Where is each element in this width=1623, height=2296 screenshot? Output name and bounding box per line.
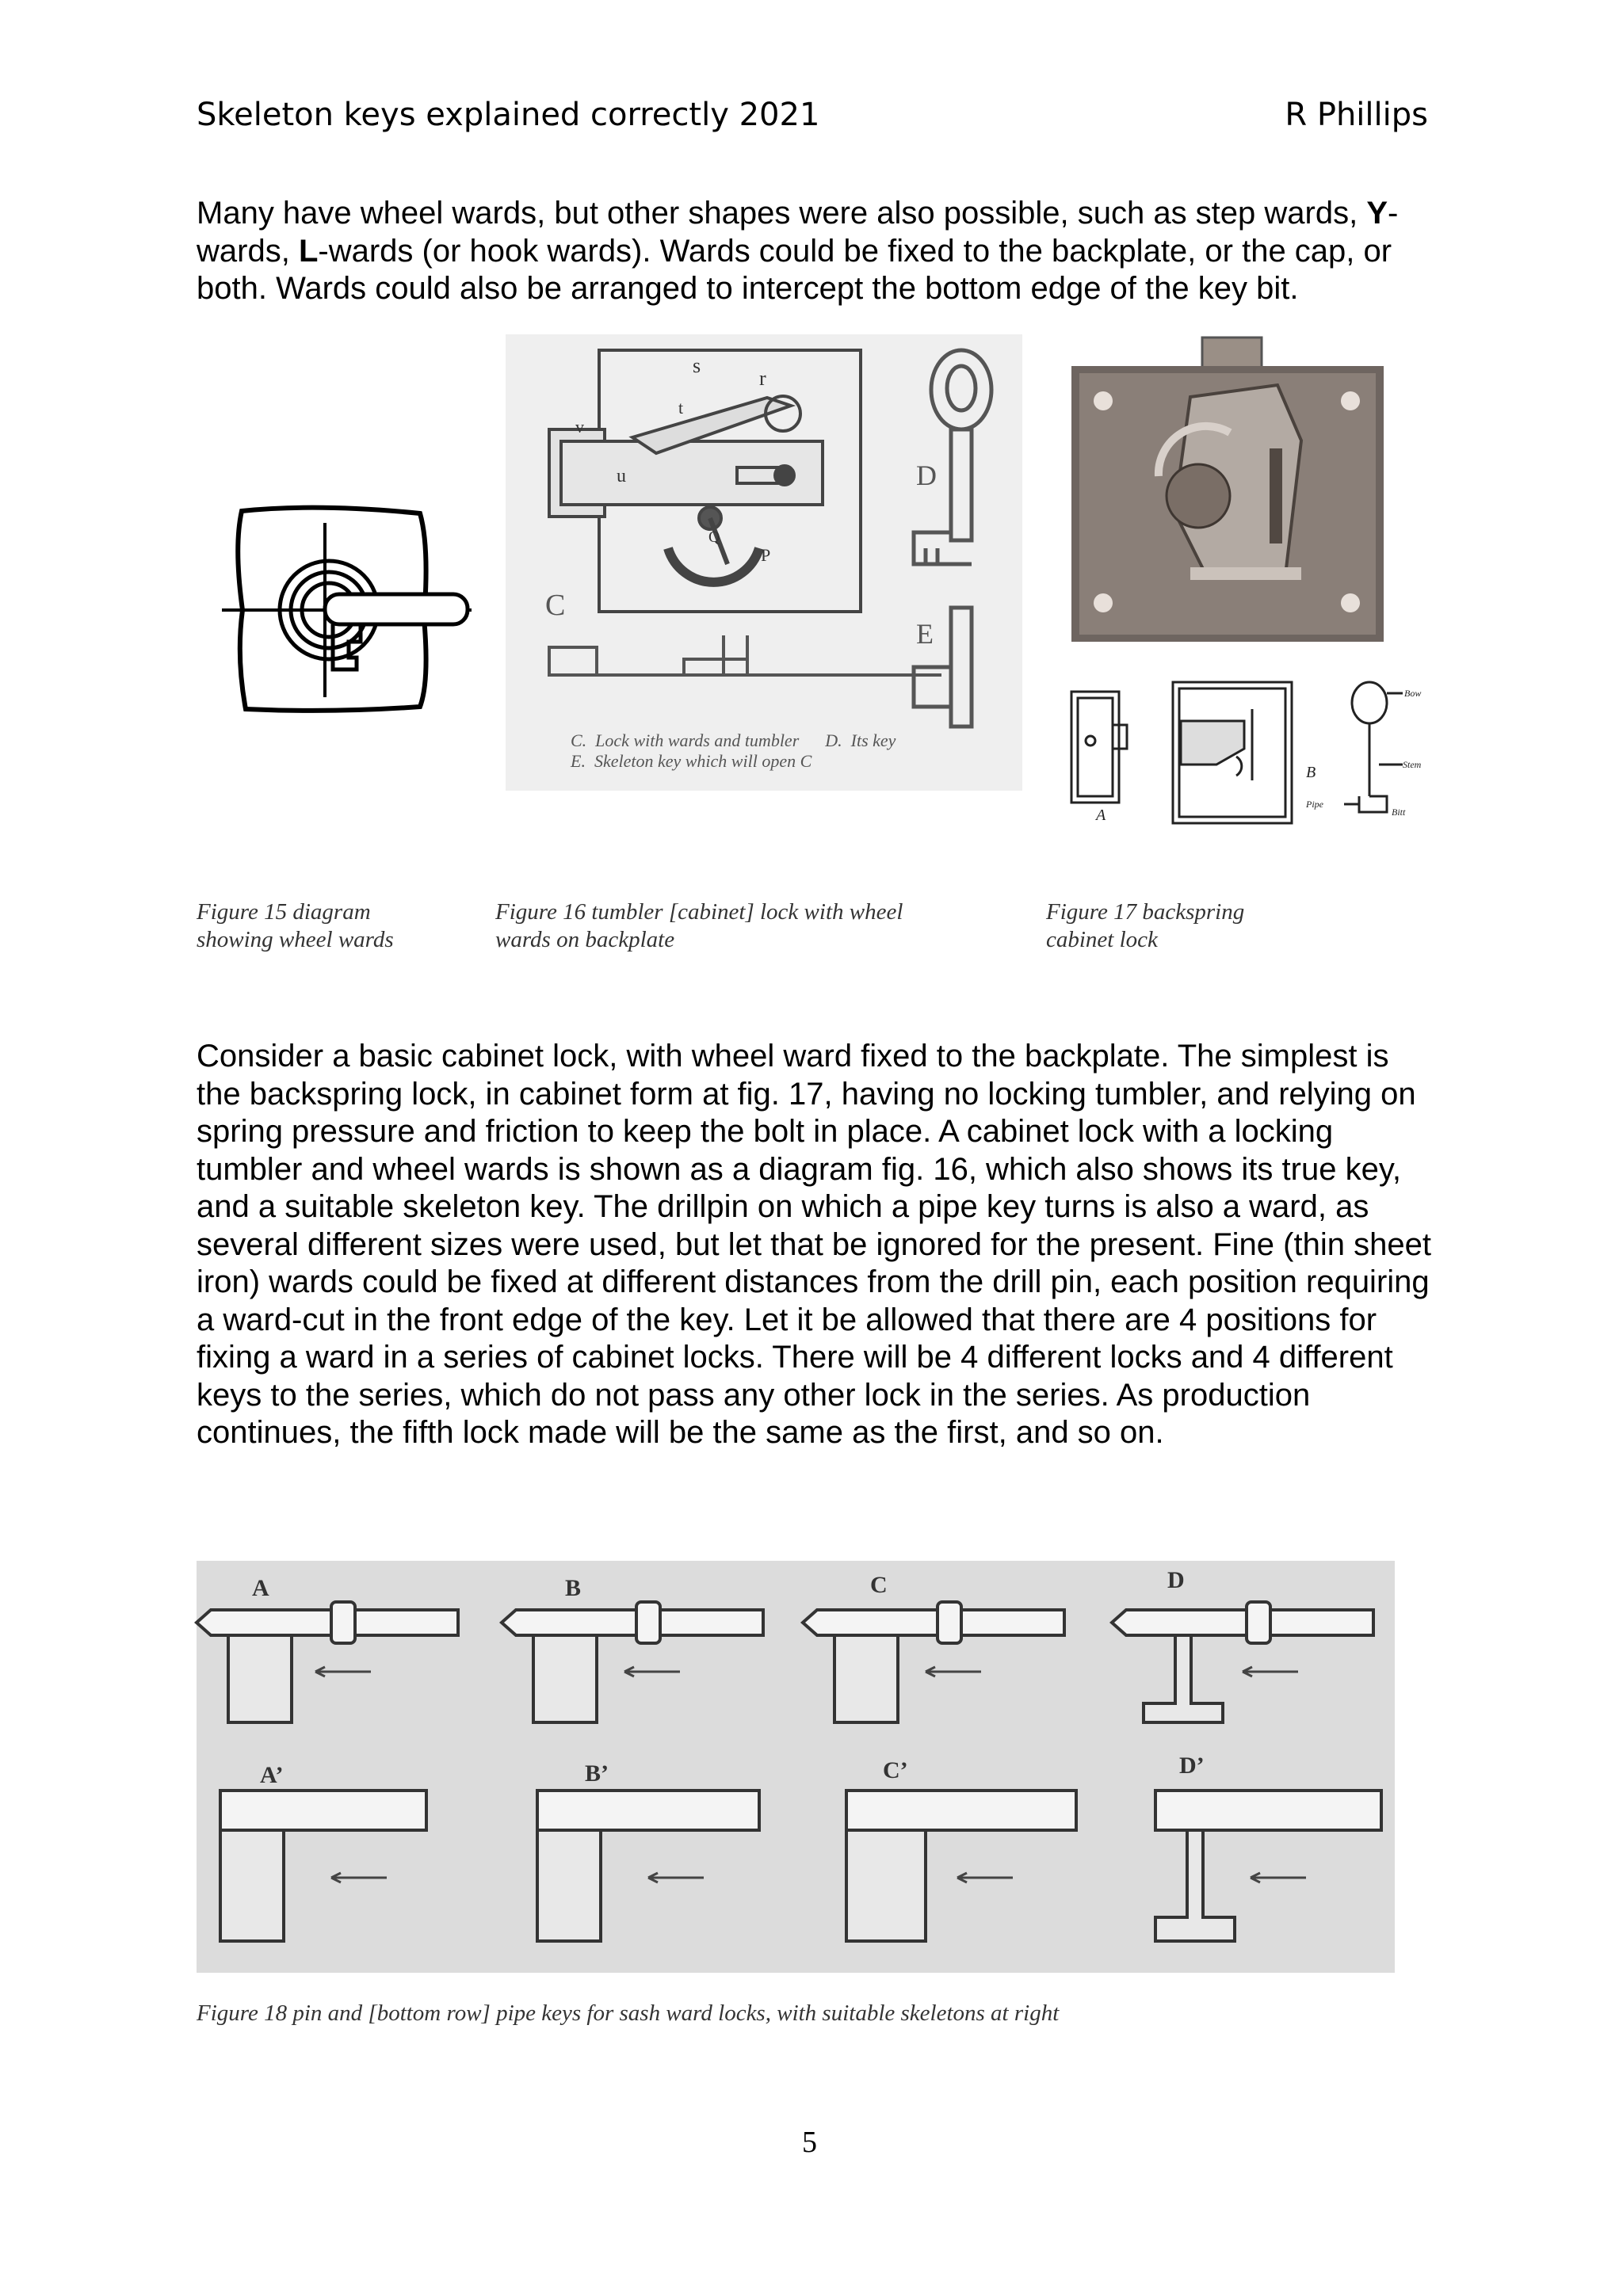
figure-17-lock-photo <box>1071 338 1384 642</box>
label-t: t <box>678 398 684 418</box>
page-number: 5 <box>802 2126 817 2159</box>
document-author: R Phillips <box>1285 97 1428 133</box>
figure-16-legend-line-2: E. Skeleton key which will open C <box>571 751 812 771</box>
label-e: E <box>916 618 934 650</box>
figure-18-label-c-prime: C’ <box>883 1757 908 1783</box>
figure-16-tumbler-lock <box>506 334 1022 791</box>
label-r: r <box>759 367 766 390</box>
figure-15-drawing <box>222 499 483 721</box>
paragraph-text: Many have wheel wards, but other shapes were also possible, such as step wards, <box>197 196 1367 231</box>
intro-paragraph <box>197 195 1433 308</box>
figure-18-label-d: D <box>1167 1567 1185 1593</box>
figure-18-key-diagrams <box>197 1561 1395 1973</box>
figure-17-label-pipe: Pipe <box>1306 799 1323 810</box>
figure-16-caption: Figure 16 tumbler [cabinet] lock with wheel wards on backplate <box>495 899 903 952</box>
figure-17-label-stem: Stem <box>1403 759 1422 770</box>
paragraph-text: -wards, <box>197 196 1399 269</box>
figure-18-label-b-prime: B’ <box>585 1760 609 1787</box>
figure-18-label-a: A <box>252 1575 269 1601</box>
figure-18-label-b: B <box>565 1575 582 1601</box>
figure-15-wheel-ward-diagram <box>222 499 483 721</box>
figure-17-photo-drawing <box>1071 338 1384 642</box>
figure-18-label-c: C <box>870 1572 888 1598</box>
figure-17-label-a: A <box>1096 807 1106 824</box>
main-paragraph: Consider a basic cabinet lock, with wheel ward fixed to the backplate. The simplest is the backspring lock, in cabinet form at fig. 17, having no locking tumbler, and relying on spring pressure and friction to keep the bolt in place. A cabinet lock with a locking tumbler and wheel wards is shown as a diagram fig. 16, which also shows its true key, and a suitable skeleton key. The drillpin on which a pipe key turns is also a ward, as several different sizes were used, but let that be ignored for the present. Fine (thin sheet iron) wards could be fixed at different distances from the drill pin, each position requiring a ward-cut in the front edge of the key. Let it be allowed that there are 4 positions for fixing a ward in a series of cabinet locks. There will be 4 different locks and 4 different keys to the series, which do not pass any other lock in the series. As production continues, the fifth lock made will be the same as the first, and so on. <box>197 1039 1431 1450</box>
label-q: Q <box>708 528 720 546</box>
figure-15-caption: Figure 15 diagram showing wheel wards <box>197 899 394 952</box>
label-u: u <box>617 466 626 486</box>
label-p: P <box>761 545 771 565</box>
figure-18-caption: Figure 18 pin and [bottom row] pipe keys for sash ward locks, with suitable skeletons at right <box>197 2000 1060 2026</box>
figure-17-inset-drawing <box>1054 677 1422 828</box>
paragraph-text: -wards (or hook wards). Wards could be fixed to the backplate, or the cap, or both. Wards could also be arranged to intercept the bottom edge of the key bit. <box>197 233 1392 306</box>
label-s: s <box>693 354 701 377</box>
figure-17-label-bow: Bow <box>1404 688 1422 699</box>
figure-18-label-d-prime: D’ <box>1179 1753 1205 1779</box>
figure-16-legend-line-1: C. Lock with wards and tumbler D. Its key <box>571 730 896 750</box>
figure-18-label-a-prime: A’ <box>260 1762 284 1788</box>
figure-16-drawing <box>506 334 1022 791</box>
figure-17-inset-diagram <box>1054 677 1422 828</box>
label-c: C <box>545 589 566 622</box>
figure-17-label-b: B <box>1306 764 1316 781</box>
document-title: Skeleton keys explained correctly 2021 <box>197 97 820 133</box>
figure-17-label-bitt: Bitt <box>1392 807 1406 818</box>
label-v: v <box>575 417 584 437</box>
figure-17-caption: Figure 17 backspring cabinet lock <box>1046 899 1245 952</box>
bold-term-y: Y <box>1366 196 1388 231</box>
bold-term-l: L <box>298 233 319 269</box>
figure-18-drawing <box>197 1561 1395 1973</box>
label-d: D <box>916 460 937 491</box>
